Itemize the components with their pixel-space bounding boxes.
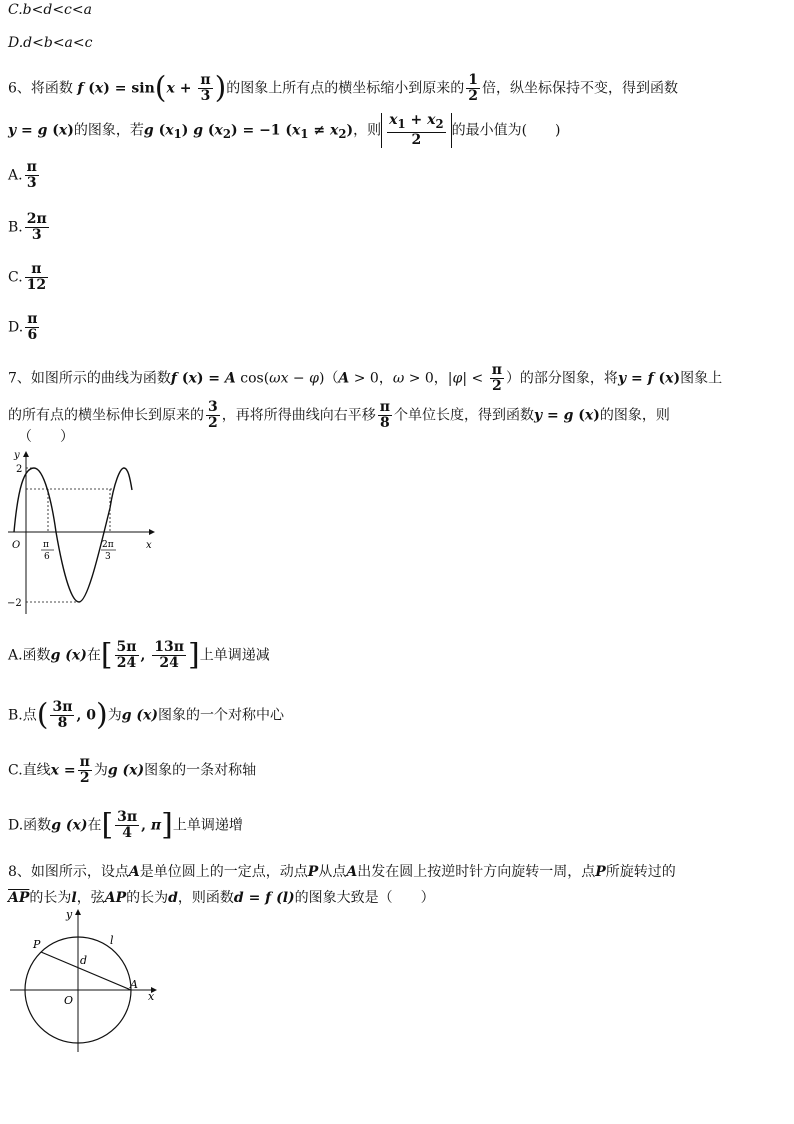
cosine-curve [14,468,132,602]
q7-blank: （ ） [18,429,74,445]
q7-option-d[interactable]: D.函数g (x)在[ $\frac{3\pi}{4}$ , π]上单调递增 [8,807,243,843]
graph-ymax-label: 2 [16,464,23,475]
q8-line2: $\overline{AP}$的长为l，弦AP的长为d，则函数d = f (l)的图象大致是（ ） [8,890,435,906]
graph-tick1-den: 6 [44,552,50,562]
q6-option-d[interactable]: D. $\frac{\pi}{6}$ [8,311,38,343]
q6-option-a[interactable]: A. $\frac{\pi}{3}$ [8,159,37,191]
graph-x-label: x [146,540,152,551]
diagram-origin-label: O [64,994,74,1007]
q7-option-a[interactable]: A.函数g (x)在[ $\frac{5\pi}{24}$ , $\frac{13\pi}{24}$ ]上单调递减 [8,637,270,673]
q6-option-c[interactable]: C. $\frac{\pi}{12}$ [8,261,47,293]
option-c-prev: C.b<d<c<a [8,2,92,18]
graph-y-label: y [14,450,20,461]
q7-option-c[interactable]: C.直线x = $\frac{\pi}{2}$ 为g (x)图象的一条对称轴 [8,754,257,786]
graph-origin-label: O [12,540,21,551]
graph-tick1-num: π [43,540,49,550]
q7-line2: 的所有点的横坐标伸长到原来的 $\frac{3}{2}$ ，再将所得曲线向右平移 $\frac{\pi}{8}$ 个单位长度，得到函数y = g (x)的图象，则 [8,399,670,431]
diagram-l-label: l [110,934,114,947]
diagram-y-label: y [66,908,73,921]
diagram-d-label: d [80,954,88,967]
q6-line1: 6、将函数 f (x) = sin(x + $\frac{\pi}{3}$ )的图象上所有点的横坐标缩小到原来的 $\frac{1}{2}$ 倍，纵坐标保持不变，得到函数 [8,70,679,106]
diagram-a-label: A [130,978,138,991]
q6-line2: y = g (x)的图象，若g $(x_1)$ g $(x_2) = -1$ $(x_1 \ne x_2)$，则 $\frac{x_1 + x_2}{2}$ 的最小值为( ) [8,112,561,148]
q7-option-b[interactable]: B.点( $\frac{3\pi}{8}$ , 0)为g (x)图象的一个对称中心 [8,697,284,733]
q8-unit-circle-diagram [6,906,166,1056]
q6-option-b[interactable]: B. $\frac{2\pi}{3}$ [8,211,47,243]
graph-tick2-num: 2π [102,540,114,550]
graph-ymin-label: −2 [7,598,22,609]
diagram-x-label: x [148,990,155,1003]
graph-tick2-den: 3 [105,552,111,562]
option-d-prev: D.d<b<a<c [8,35,93,51]
diagram-p-label: P [33,938,41,951]
q8-line1: 8、如图所示，设点A是单位圆上的一定点，动点P从点A出发在圆上按逆时针方向旋转一周，点P所旋转过的 [8,864,676,880]
q7-line1: 7、如图所示的曲线为函数f (x) = A cos(ωx − φ)（A > 0，ω > 0，|φ| < $\frac{\pi}{2}$ ）的部分图象，将y = f (x)图象上 [8,362,723,394]
q7-cosine-graph [4,448,162,618]
